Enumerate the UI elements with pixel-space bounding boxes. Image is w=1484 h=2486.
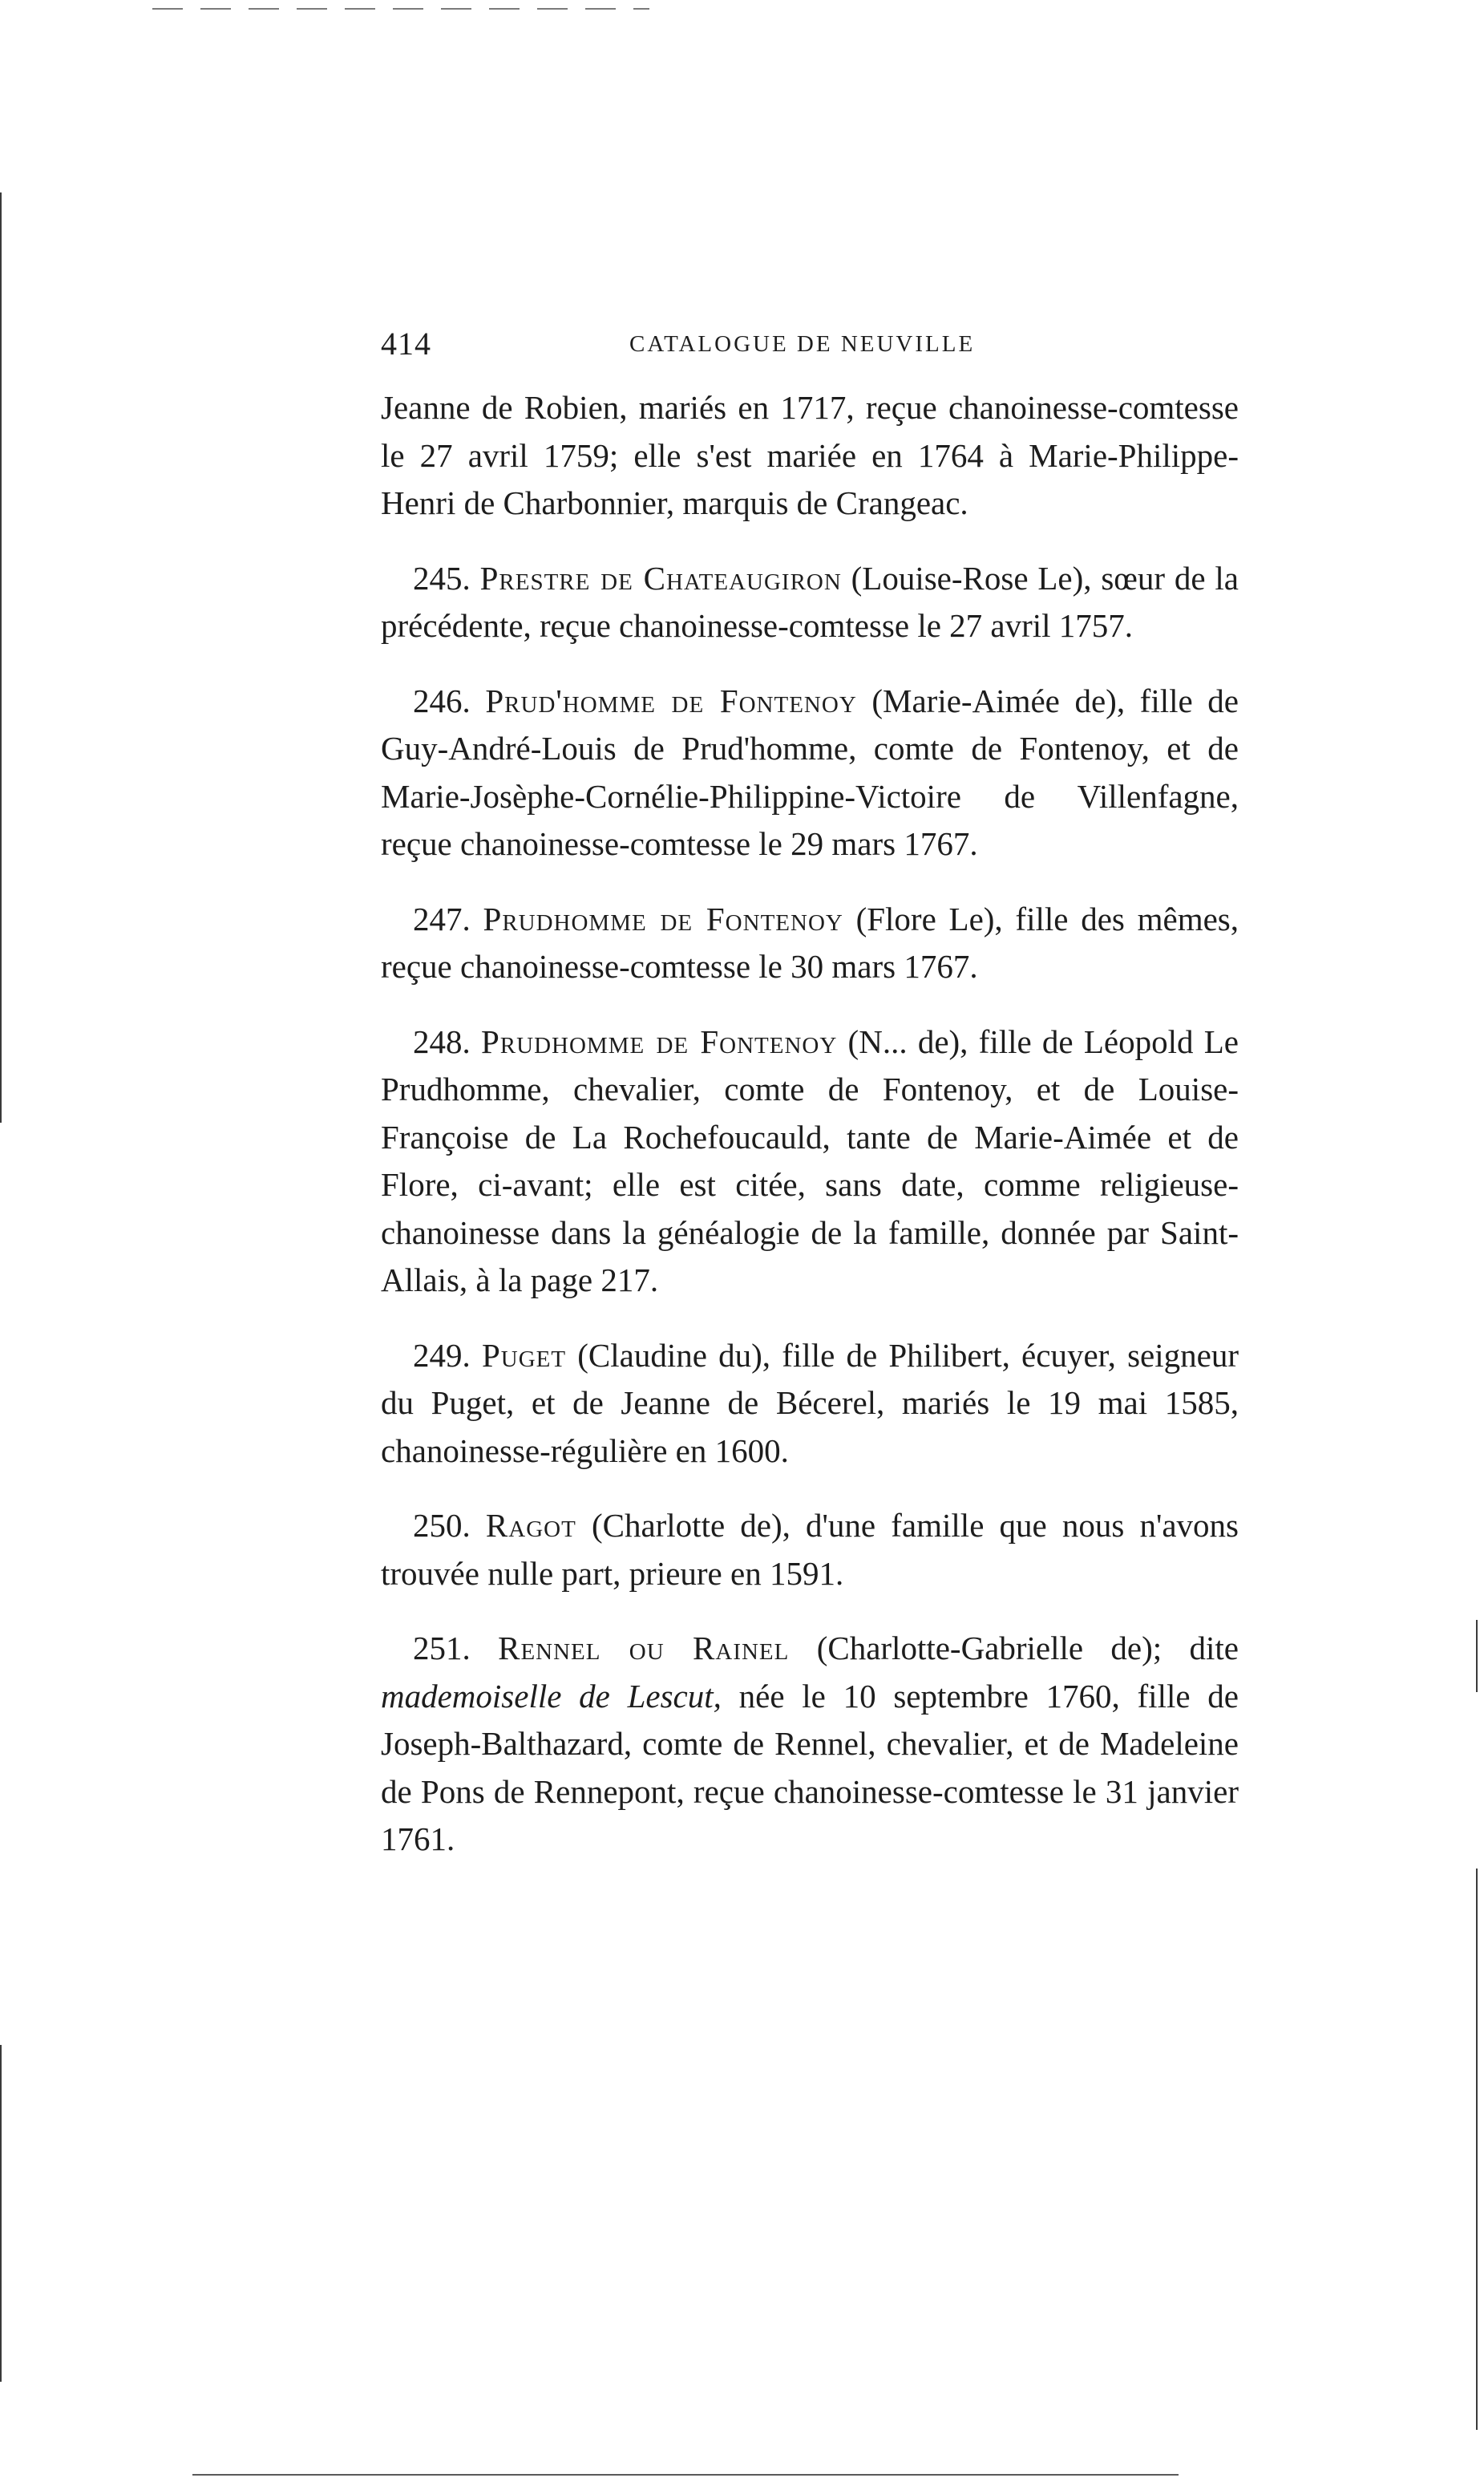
scan-edge-right-lower: [1476, 1869, 1478, 2430]
entry-name: Prudhomme de Fontenoy: [481, 1022, 838, 1060]
entry-italic-text: mademoiselle de Lescut,: [381, 1677, 722, 1715]
running-title: CATALOGUE DE NEUVILLE: [629, 331, 976, 357]
entry-name: Rennel ou Rainel: [498, 1630, 790, 1666]
continuation-paragraph: Jeanne de Robien, mariés en 1717, reçue chanoinesse-comtesse le 27 avril 1759; elle s'est mariée en 1764 à Marie-Philippe-Henri de Charbonnier, marquis de Crangeac.: [381, 389, 1239, 521]
entry-249: [381, 1332, 1239, 1476]
entry-251: [381, 1625, 1239, 1864]
entry-text: (Flore Le), fille des mêmes, reçue chanoinesse-comtesse le 30 mars 1767.: [381, 900, 1239, 985]
entry-name: Prudhomme de Fontenoy: [483, 900, 843, 937]
entry-247: [381, 896, 1239, 991]
page-content: [381, 384, 1239, 1864]
entry-number: 248.: [413, 1022, 471, 1060]
entry-245: [381, 555, 1239, 650]
scan-edge-left-lower: [0, 2045, 2, 2382]
entry-number: 247.: [413, 900, 471, 937]
page: [381, 325, 1239, 1891]
entry-248: [381, 1018, 1239, 1305]
entry-250: [381, 1502, 1239, 1597]
entry-name: Prestre de Chateaugiron: [479, 559, 842, 597]
entry-text-continued: née le 10 septembre 1760, fille de Joseph-Balthazard, comte de Rennel, chevalier, et de Madeleine de Pons de Rennepont, reçue chanoinesse-comtesse le 31 janvier 1761.: [381, 1677, 1239, 1857]
entry-text: (Claudine du), fille de Philibert, écuyer, seigneur du Puget, et de Jeanne de Bécerel, mariés le 19 mai 1585, chanoinesse-régulière en 1600.: [381, 1336, 1239, 1469]
entry-name: Ragot: [485, 1507, 576, 1544]
entry-number: 245.: [413, 559, 471, 597]
scan-edge-left: [0, 192, 2, 1123]
entry-number: 249.: [413, 1336, 471, 1374]
entry-name: Prud'homme de Fontenoy: [485, 682, 857, 719]
entry-text: (Louise-Rose Le), sœur de la précédente, reçue chanoinesse-comtesse le 27 avril 1757.: [381, 559, 1239, 644]
scan-bottom-rule: [192, 2474, 1179, 2476]
entry-text: (Charlotte de), d'une famille que nous n'avons trouvée nulle part, prieure en 1591.: [381, 1507, 1239, 1592]
entry-number: 251.: [413, 1630, 471, 1666]
running-head: [381, 325, 1239, 373]
scan-edge-right-upper: [1476, 1620, 1478, 1692]
entry-number: 246.: [413, 682, 471, 719]
entry-name: Puget: [481, 1336, 567, 1374]
entry-text: (N... de), fille de Léopold Le Prudhomme, chevalier, comte de Fontenoy, et de Louise-Françoise de La Rochefoucauld, tante de Marie-Aimée et de Flore, ci-avant; elle est citée, sans date, comme religieuse-chanoinesse dans la généalogie de la famille, donnée par Saint-Allais, à la page 217.: [381, 1022, 1239, 1298]
page-number: 414: [381, 326, 431, 362]
entry-text: (Marie-Aimée de), fille de Guy-André-Louis de Prud'homme, comte de Fontenoy, et de Marie-Josèphe-Cornélie-Philippine-Victoire de Villenfagne, reçue chanoinesse-comtesse le 29 mars 1767.: [381, 682, 1239, 862]
scan-top-dashes: [152, 8, 649, 10]
entry-text: (Charlotte-Gabrielle de); dite: [789, 1630, 1239, 1666]
entry-246: [381, 678, 1239, 868]
entry-number: 250.: [413, 1507, 471, 1544]
